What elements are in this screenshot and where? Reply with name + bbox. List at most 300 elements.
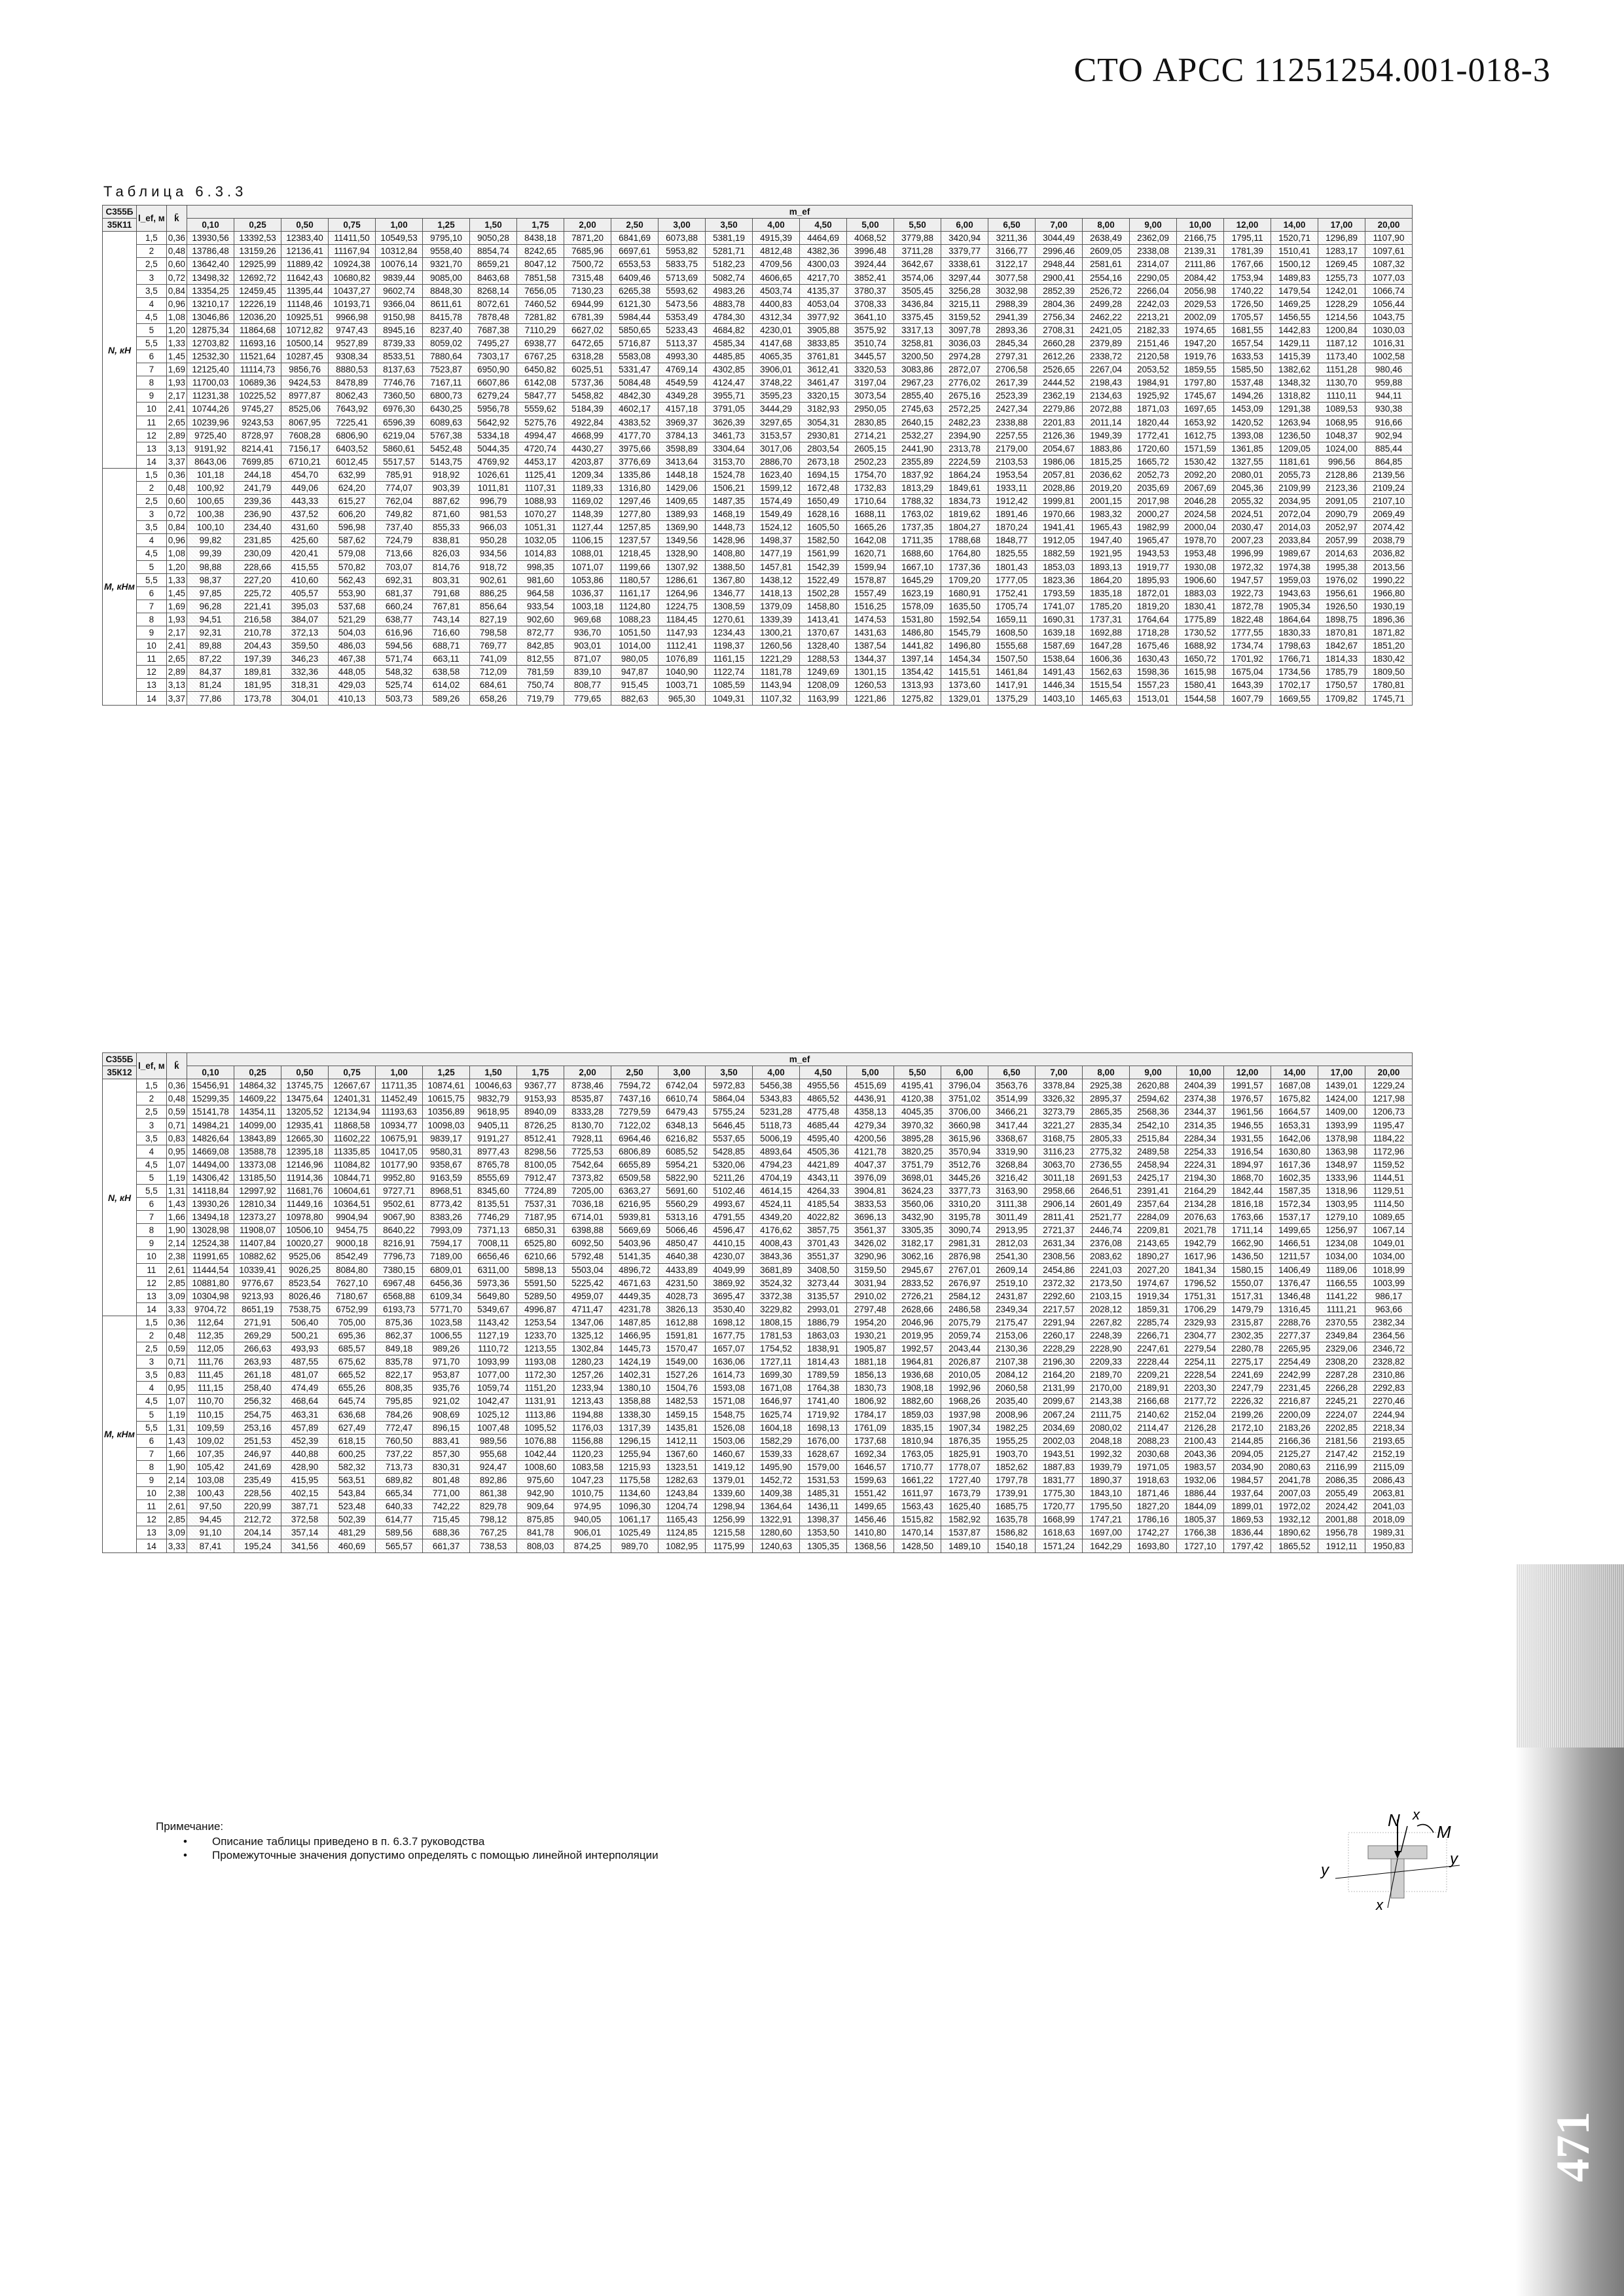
value-cell: 624,20	[329, 481, 376, 494]
value-cell: 1014,00	[611, 639, 659, 653]
value-cell: 1406,49	[1271, 1263, 1318, 1276]
value-cell: 7878,48	[470, 310, 517, 323]
k-cell: 2,89	[166, 429, 187, 442]
value-cell: 1441,82	[894, 639, 941, 653]
l-ef-cell: 3,5	[137, 1132, 167, 1145]
value-cell: 12667,67	[329, 1079, 376, 1092]
row-group-label: M, кНм	[103, 468, 137, 705]
value-cell: 8298,56	[517, 1145, 564, 1158]
value-cell: 12134,94	[329, 1105, 376, 1119]
value-cell: 6092,50	[564, 1237, 611, 1250]
value-cell: 1992,57	[894, 1342, 941, 1355]
value-cell: 935,76	[423, 1382, 470, 1395]
value-cell: 10675,91	[376, 1132, 423, 1145]
value-cell: 1059,74	[470, 1382, 517, 1395]
m-value-header: 9,00	[1130, 219, 1177, 232]
value-cell: 2123,36	[1318, 481, 1365, 494]
value-cell: 632,99	[329, 468, 376, 481]
value-cell: 1814,43	[800, 1355, 847, 1369]
value-cell: 1711,35	[894, 534, 941, 547]
value-cell: 1593,08	[706, 1382, 753, 1395]
value-cell: 1026,61	[470, 468, 517, 481]
value-cell: 2310,86	[1365, 1369, 1413, 1382]
value-cell: 6025,51	[564, 363, 611, 376]
value-cell: 749,82	[376, 508, 423, 521]
value-cell: 2605,15	[847, 442, 894, 455]
value-cell: 2028,86	[1036, 481, 1083, 494]
value-cell: 5646,45	[706, 1119, 753, 1132]
value-cell: 1379,01	[706, 1474, 753, 1487]
value-cell: 2362,19	[1036, 389, 1083, 403]
value-cell: 7130,23	[564, 284, 611, 297]
value-cell: 1435,81	[659, 1421, 706, 1434]
value-cell: 12395,18	[281, 1145, 329, 1158]
value-cell: 12125,40	[187, 363, 234, 376]
value-cell: 1864,64	[1271, 613, 1318, 626]
value-cell: 1734,56	[1271, 666, 1318, 679]
value-cell: 1113,86	[517, 1408, 564, 1421]
value-cell: 738,53	[470, 1539, 517, 1552]
k-cell: 0,48	[166, 1092, 187, 1105]
table-row	[103, 1539, 1413, 1552]
table-row	[103, 1474, 1413, 1487]
value-cell: 1420,52	[1224, 416, 1271, 429]
value-cell: 2014,63	[1318, 547, 1365, 560]
value-cell: 3748,22	[753, 376, 800, 389]
m-header: m_ef	[187, 206, 1413, 219]
value-cell: 2067,24	[1036, 1408, 1083, 1421]
value-cell: 1995,38	[1318, 560, 1365, 573]
m-value-header: 9,00	[1130, 1066, 1177, 1079]
value-cell: 8848,30	[423, 284, 470, 297]
value-cell: 950,28	[470, 534, 517, 547]
value-cell: 2126,28	[1177, 1421, 1224, 1434]
value-cell: 221,41	[234, 600, 281, 613]
value-cell: 713,73	[376, 1460, 423, 1473]
header-row	[103, 1066, 1413, 1079]
value-cell: 7643,92	[329, 403, 376, 416]
value-cell: 2280,78	[1224, 1342, 1271, 1355]
value-cell: 953,87	[423, 1369, 470, 1382]
value-cell: 1257,26	[564, 1369, 611, 1382]
value-cell: 1316,45	[1271, 1302, 1318, 1316]
value-cell: 563,51	[329, 1474, 376, 1487]
value-cell: 346,23	[281, 653, 329, 666]
value-cell: 2007,03	[1271, 1487, 1318, 1500]
value-cell: 1398,37	[800, 1513, 847, 1526]
k-cell: 3,09	[166, 1526, 187, 1539]
value-cell: 1650,72	[1177, 653, 1224, 666]
value-cell: 204,43	[234, 639, 281, 653]
value-cell: 2166,36	[1271, 1434, 1318, 1447]
value-cell: 5006,19	[753, 1132, 800, 1145]
value-cell: 4217,70	[800, 271, 847, 284]
value-cell: 769,77	[470, 639, 517, 653]
value-cell: 2231,45	[1271, 1382, 1318, 1395]
value-cell: 1255,94	[611, 1447, 659, 1460]
value-cell: 2364,56	[1365, 1329, 1413, 1342]
value-cell: 99,82	[187, 534, 234, 547]
value-cell: 1983,32	[1083, 508, 1130, 521]
value-cell: 1477,19	[753, 547, 800, 560]
value-cell: 7746,29	[470, 1211, 517, 1224]
value-cell: 3032,98	[988, 284, 1036, 297]
value-cell: 903,39	[423, 481, 470, 494]
value-cell: 5517,57	[376, 455, 423, 468]
value-cell: 8738,46	[564, 1079, 611, 1092]
value-cell: 4065,35	[753, 350, 800, 363]
value-cell: 1397,14	[894, 653, 941, 666]
value-cell: 2292,83	[1365, 1382, 1413, 1395]
value-cell: 742,22	[423, 1500, 470, 1513]
k-cell: 0,95	[166, 1145, 187, 1158]
value-cell: 12692,72	[234, 271, 281, 284]
value-cell: 1489,83	[1271, 271, 1318, 284]
value-cell: 1034,00	[1365, 1250, 1413, 1263]
l-ef-cell: 11	[137, 653, 167, 666]
value-cell: 7746,76	[376, 376, 423, 389]
value-cell: 3221,27	[1036, 1119, 1083, 1132]
l-ef-cell: 9	[137, 626, 167, 639]
value-cell: 1469,25	[1271, 297, 1318, 310]
value-cell: 1617,96	[1177, 1250, 1224, 1263]
value-cell: 410,60	[281, 573, 329, 586]
value-cell: 5231,28	[753, 1105, 800, 1119]
value-cell: 2835,34	[1083, 1119, 1130, 1132]
value-cell: 996,79	[470, 495, 517, 508]
value-cell: 3413,64	[659, 455, 706, 468]
l-ef-cell: 5	[137, 560, 167, 573]
value-cell: 5755,24	[706, 1105, 753, 1119]
value-cell: 89,88	[187, 639, 234, 653]
value-cell: 1402,31	[611, 1369, 659, 1382]
value-cell: 2048,18	[1083, 1434, 1130, 1447]
m-value-header: 4,00	[753, 1066, 800, 1079]
value-cell: 1766,71	[1271, 653, 1318, 666]
value-cell: 8478,89	[329, 376, 376, 389]
value-cell: 6596,39	[376, 416, 423, 429]
l-ef-cell: 14	[137, 1539, 167, 1552]
m-value-header: 1,00	[376, 1066, 423, 1079]
value-cell: 4177,70	[611, 429, 659, 442]
value-cell: 5642,92	[470, 416, 517, 429]
k-cell: 1,31	[166, 1421, 187, 1434]
value-cell: 6850,31	[517, 1224, 564, 1237]
value-cell: 1578,09	[894, 600, 941, 613]
value-cell: 1124,85	[659, 1526, 706, 1539]
value-cell: 1214,56	[1318, 310, 1365, 323]
value-cell: 930,38	[1365, 403, 1413, 416]
k-cell: 0,36	[166, 1079, 187, 1092]
note-title: Примечание:	[156, 1820, 224, 1833]
value-cell: 835,78	[376, 1355, 423, 1369]
value-cell: 13373,08	[234, 1158, 281, 1171]
l-ef-cell: 9	[137, 389, 167, 403]
value-cell: 13210,17	[187, 297, 234, 310]
value-cell: 11084,82	[329, 1158, 376, 1171]
value-cell: 9839,17	[423, 1132, 470, 1145]
value-cell: 1076,89	[659, 653, 706, 666]
value-cell: 1871,03	[1130, 403, 1177, 416]
value-cell: 2209,21	[1130, 1369, 1177, 1382]
value-cell: 1328,90	[659, 547, 706, 560]
value-cell: 6193,73	[376, 1302, 423, 1316]
value-cell: 1886,44	[1177, 1487, 1224, 1500]
value-cell: 2266,28	[1318, 1382, 1365, 1395]
value-cell: 1871,46	[1130, 1487, 1177, 1500]
value-cell: 2094,05	[1224, 1447, 1271, 1460]
value-cell: 3708,33	[847, 297, 894, 310]
value-cell: 1263,94	[1271, 416, 1318, 429]
value-cell: 1124,80	[611, 600, 659, 613]
value-cell: 4147,68	[753, 336, 800, 350]
value-cell: 5860,61	[376, 442, 423, 455]
value-cell: 1896,36	[1365, 613, 1413, 626]
k-cell: 1,69	[166, 600, 187, 613]
value-cell: 964,58	[517, 586, 564, 600]
value-cell: 3895,28	[894, 1132, 941, 1145]
value-cell: 3290,96	[847, 1250, 894, 1263]
value-cell: 1348,97	[1318, 1158, 1365, 1171]
value-cell: 1699,30	[753, 1369, 800, 1382]
k-cell: 1,66	[166, 1447, 187, 1460]
value-cell: 1659,11	[988, 613, 1036, 626]
value-cell: 12146,96	[281, 1158, 329, 1171]
value-cell: 10978,80	[281, 1211, 329, 1224]
value-cell: 1260,53	[847, 679, 894, 692]
value-cell: 2609,14	[988, 1263, 1036, 1276]
value-cell: 798,58	[470, 626, 517, 639]
value-cell: 3751,79	[894, 1158, 941, 1171]
value-cell: 1211,57	[1271, 1250, 1318, 1263]
value-cell: 2714,21	[847, 429, 894, 442]
value-cell: 4640,38	[659, 1250, 706, 1263]
value-cell: 1751,31	[1177, 1289, 1224, 1302]
value-cell: 1599,94	[847, 560, 894, 573]
m-value-header: 3,50	[706, 1066, 753, 1079]
value-cell: 1688,11	[847, 508, 894, 521]
value-cell: 2034,90	[1224, 1460, 1271, 1473]
value-cell: 772,47	[376, 1421, 423, 1434]
value-cell: 2076,63	[1177, 1211, 1224, 1224]
value-cell: 7928,11	[564, 1132, 611, 1145]
value-cell: 1506,21	[706, 481, 753, 494]
k-cell: 2,14	[166, 1237, 187, 1250]
value-cell: 7687,38	[470, 323, 517, 336]
value-cell: 3297,44	[941, 271, 988, 284]
value-cell: 1446,34	[1036, 679, 1083, 692]
value-cell: 1675,82	[1271, 1092, 1318, 1105]
m-value-header: 6,00	[941, 219, 988, 232]
table-row	[103, 1434, 1413, 1447]
value-cell: 12935,41	[281, 1119, 329, 1132]
value-cell: 600,25	[329, 1447, 376, 1460]
table-row	[103, 284, 1413, 297]
value-cell: 2584,12	[941, 1289, 988, 1302]
value-cell: 1905,34	[1271, 600, 1318, 613]
value-cell: 7796,73	[376, 1250, 423, 1263]
value-cell: 827,19	[470, 613, 517, 626]
value-cell: 4300,03	[800, 258, 847, 271]
value-cell: 1816,18	[1224, 1198, 1271, 1211]
value-cell: 1809,50	[1365, 666, 1413, 679]
value-cell: 1538,64	[1036, 653, 1083, 666]
value-cell: 5473,56	[659, 297, 706, 310]
value-cell: 2270,46	[1365, 1395, 1413, 1408]
value-cell: 1363,98	[1318, 1145, 1365, 1158]
value-cell: 2691,53	[1083, 1171, 1130, 1184]
value-cell: 3779,88	[894, 232, 941, 245]
value-cell: 3054,31	[800, 416, 847, 429]
value-cell: 2024,51	[1224, 508, 1271, 521]
value-cell: 1014,83	[517, 547, 564, 560]
value-cell: 4515,69	[847, 1079, 894, 1092]
note-block	[156, 1820, 659, 1862]
value-cell: 1662,90	[1224, 1237, 1271, 1250]
value-cell: 3011,18	[1036, 1171, 1083, 1184]
value-cell: 3791,05	[706, 403, 753, 416]
value-cell: 6525,80	[517, 1237, 564, 1250]
value-cell: 2601,49	[1083, 1198, 1130, 1211]
value-cell: 1947,20	[1177, 336, 1224, 350]
value-cell: 1339,39	[753, 613, 800, 626]
value-cell: 1784,17	[847, 1408, 894, 1421]
value-cell: 1639,18	[1036, 626, 1083, 639]
value-cell: 1097,61	[1365, 245, 1413, 258]
value-cell: 1752,41	[988, 586, 1036, 600]
row-group-label: M, кНм	[103, 1316, 137, 1552]
value-cell: 1690,31	[1036, 613, 1083, 626]
value-cell: 10304,98	[187, 1289, 234, 1302]
value-cell: 3310,20	[941, 1198, 988, 1211]
value-cell: 13046,86	[187, 310, 234, 323]
value-cell: 234,40	[234, 521, 281, 534]
value-cell: 1555,68	[988, 639, 1036, 653]
value-cell: 1592,54	[941, 613, 988, 626]
k-cell: 1,45	[166, 586, 187, 600]
l-ef-cell: 14	[137, 692, 167, 705]
k-cell: 2,65	[166, 416, 187, 429]
k-cell: 0,72	[166, 271, 187, 284]
value-cell: 2193,65	[1365, 1434, 1413, 1447]
value-cell: 1992,32	[1083, 1447, 1130, 1460]
k-cell: 0,83	[166, 1369, 187, 1382]
value-cell: 2200,09	[1271, 1408, 1318, 1421]
value-cell: 986,17	[1365, 1289, 1413, 1302]
value-cell: 562,43	[329, 573, 376, 586]
m-value-header: 3,00	[659, 219, 706, 232]
value-cell: 2776,02	[941, 376, 988, 389]
l-ef-cell: 8	[137, 1224, 167, 1237]
value-cell: 1852,62	[988, 1460, 1036, 1473]
value-cell: 7871,20	[564, 232, 611, 245]
value-cell: 2594,62	[1130, 1092, 1177, 1105]
value-cell: 1114,50	[1365, 1198, 1413, 1211]
value-cell: 3317,13	[894, 323, 941, 336]
value-cell: 8062,43	[329, 389, 376, 403]
value-cell: 2267,82	[1083, 1316, 1130, 1329]
value-cell: 2030,68	[1130, 1447, 1177, 1460]
value-cell: 5102,46	[706, 1184, 753, 1197]
value-cell: 1657,54	[1224, 336, 1271, 350]
value-cell: 1130,70	[1318, 376, 1365, 389]
value-cell: 1491,43	[1036, 666, 1083, 679]
value-cell: 2302,35	[1224, 1329, 1271, 1342]
m-value-header: 14,00	[1271, 219, 1318, 232]
value-cell: 2224,07	[1318, 1408, 1365, 1421]
value-cell: 4135,37	[800, 284, 847, 297]
value-cell: 2572,25	[941, 403, 988, 416]
value-cell: 2285,74	[1130, 1316, 1177, 1329]
value-cell: 1561,99	[800, 547, 847, 560]
value-cell: 425,60	[281, 534, 329, 547]
value-cell: 3924,44	[847, 258, 894, 271]
value-cell: 440,88	[281, 1447, 329, 1460]
value-cell: 2812,03	[988, 1237, 1036, 1250]
value-cell: 2074,42	[1365, 521, 1413, 534]
value-cell: 1614,73	[706, 1369, 753, 1382]
value-cell: 5343,83	[753, 1092, 800, 1105]
value-cell: 966,03	[470, 521, 517, 534]
value-cell: 1777,55	[1224, 626, 1271, 639]
row-group-label: N, кН	[103, 232, 137, 469]
value-cell: 10177,90	[376, 1158, 423, 1171]
value-cell: 7542,64	[564, 1158, 611, 1171]
value-cell: 7008,11	[470, 1237, 517, 1250]
table-row	[103, 336, 1413, 350]
profile-series: 35К12	[103, 1066, 137, 1079]
value-cell: 7495,27	[470, 336, 517, 350]
value-cell: 97,50	[187, 1500, 234, 1513]
value-cell: 2803,54	[800, 442, 847, 455]
value-cell: 1851,20	[1365, 639, 1413, 653]
value-cell: 1949,39	[1083, 429, 1130, 442]
value-cell: 84,37	[187, 666, 234, 679]
value-cell: 2338,72	[1083, 350, 1130, 363]
value-cell: 10882,62	[234, 1250, 281, 1263]
value-cell: 934,56	[470, 547, 517, 560]
value-cell: 587,62	[329, 534, 376, 547]
value-cell: 1387,54	[847, 639, 894, 653]
m-value-header: 14,00	[1271, 1066, 1318, 1079]
value-cell: 1930,08	[1177, 560, 1224, 573]
value-cell: 1496,80	[941, 639, 988, 653]
value-cell: 2034,95	[1271, 495, 1318, 508]
k-cell: 3,33	[166, 1302, 187, 1316]
value-cell: 8135,51	[470, 1198, 517, 1211]
value-cell: 1732,83	[847, 481, 894, 494]
value-cell: 1209,34	[564, 468, 611, 481]
value-cell: 1428,50	[894, 1539, 941, 1552]
value-cell: 3524,32	[753, 1276, 800, 1289]
value-cell: 3869,92	[706, 1276, 753, 1289]
value-cell: 3229,82	[753, 1302, 800, 1316]
value-cell: 9213,93	[234, 1289, 281, 1302]
value-cell: 1557,23	[1130, 679, 1177, 692]
value-cell: 3751,02	[941, 1092, 988, 1105]
value-cell: 1587,35	[1271, 1184, 1318, 1197]
value-cell: 2063,81	[1365, 1487, 1413, 1500]
value-cell: 4602,17	[611, 403, 659, 416]
value-cell: 2019,95	[894, 1329, 941, 1342]
value-cell: 886,25	[470, 586, 517, 600]
l-ef-cell: 3	[137, 1355, 167, 1369]
table-row	[103, 1263, 1413, 1276]
axis-label-n: N	[1388, 1810, 1400, 1830]
value-cell: 228,66	[234, 560, 281, 573]
value-cell: 1089,53	[1318, 403, 1365, 416]
value-cell: 2045,36	[1224, 481, 1271, 494]
